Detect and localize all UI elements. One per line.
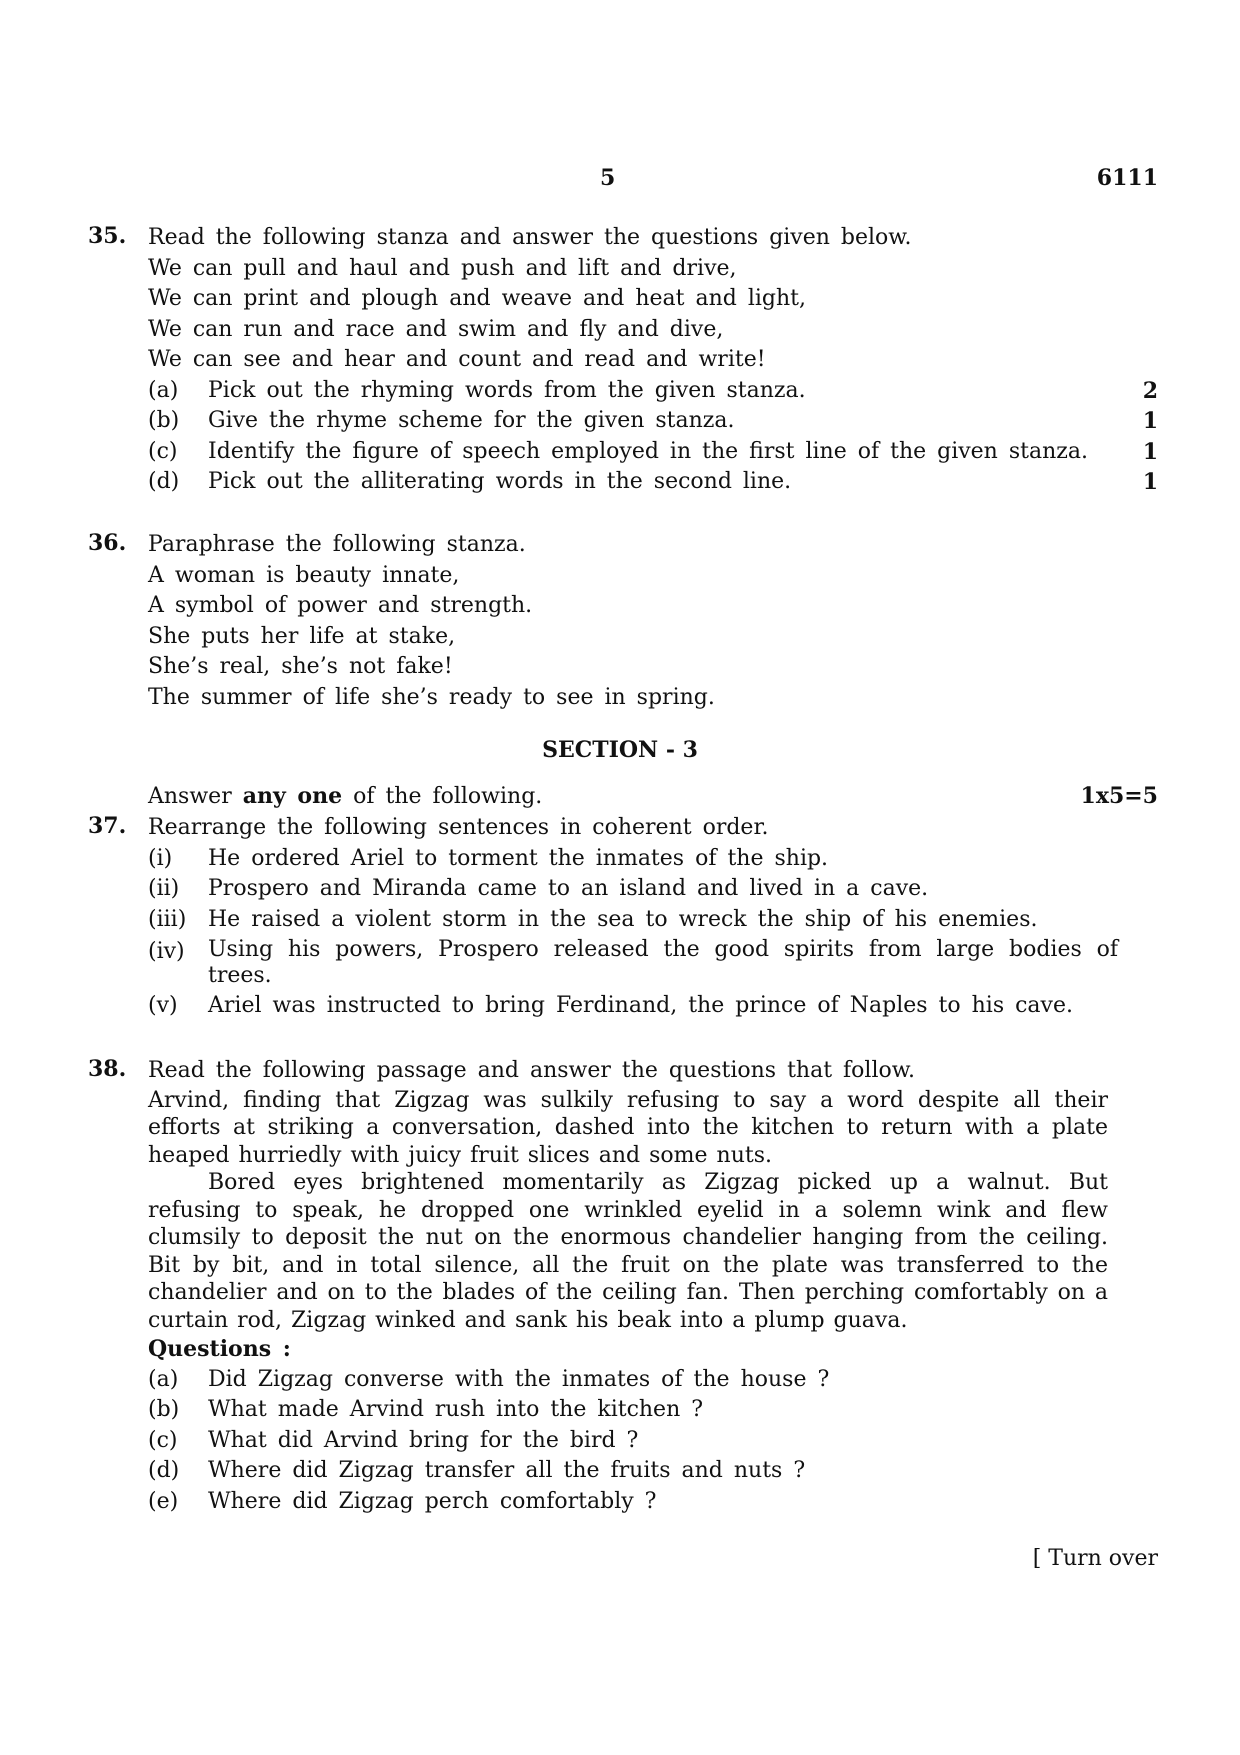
item-label: (v) [148, 993, 178, 1018]
question-36 [88, 530, 1158, 713]
instruction-emphasis: any one [242, 783, 343, 809]
sub-question-label: (d) [148, 1458, 180, 1483]
question-number: 38. [88, 1056, 127, 1082]
item-text: Ariel was instructed to bring Ferdinand, the prince of Naples to his cave. [208, 993, 1073, 1018]
sub-question-text: Where did Zigzag transfer all the fruits and nuts ? [208, 1458, 806, 1483]
list-item [148, 905, 1158, 936]
stanza-line: We can print and plough and weave and heat and light, [148, 286, 806, 311]
instruction-text [148, 783, 542, 809]
sub-question-text: What made Arvind rush into the kitchen ? [208, 1397, 704, 1422]
sub-question [148, 1365, 1158, 1396]
stanza-line: The summer of life she’s ready to see in spring. [148, 684, 715, 710]
stanza-line: We can pull and haul and push and lift and drive, [148, 255, 737, 281]
sub-question [148, 406, 1158, 437]
instruction-suffix: of the following. [342, 784, 543, 809]
sub-question-label: (a) [148, 1366, 179, 1392]
sub-question-text: Where did Zigzag perch comfortably ? [208, 1488, 657, 1514]
question-prompt: Rearrange the following sentences in coherent order. [148, 815, 769, 840]
section-marks: 1x5=5 [1080, 783, 1158, 809]
sub-question-text: Did Zigzag converse with the inmates of the house ? [208, 1366, 830, 1392]
sub-question-label: (b) [148, 408, 180, 433]
question-prompt: Paraphrase the following stanza. [148, 532, 526, 557]
stanza-line: We can run and race and swim and fly and dive, [148, 316, 724, 342]
instruction-prefix: Answer [148, 784, 243, 809]
list-item [148, 844, 1158, 875]
stanza-line: She puts her life at stake, [148, 623, 456, 649]
sub-question-label: (d) [148, 469, 180, 494]
sub-question-label: (b) [148, 1397, 180, 1422]
marks: 2 [1142, 377, 1158, 404]
page-number: 5 [600, 165, 616, 191]
sub-question [148, 1395, 1158, 1426]
sub-question-label: (c) [148, 438, 178, 464]
marks: 1 [1142, 469, 1158, 495]
section-instruction [148, 783, 1158, 809]
marks: 1 [1142, 438, 1158, 465]
stanza-line: We can see and hear and count and read and write! [148, 347, 766, 372]
item-text: Using his powers, Prospero released the good spirits from large bodies of trees. [208, 937, 1118, 988]
question-prompt: Read the following passage and answer the questions that follow. [148, 1058, 915, 1083]
question-number: 37. [88, 813, 127, 839]
sub-question-text: Pick out the alliterating words in the second line. [208, 469, 792, 494]
sub-question-label: (a) [148, 377, 179, 403]
turn-over-note: [ Turn over [1032, 1546, 1158, 1571]
list-item [148, 991, 1158, 1022]
sub-question [148, 1426, 1158, 1457]
item-label: (ii) [148, 876, 180, 901]
sub-question [148, 467, 1158, 498]
sub-question [148, 376, 1158, 407]
list-item [148, 935, 1158, 989]
sub-question [148, 437, 1158, 468]
item-text: He ordered Ariel to torment the inmates of the ship. [208, 845, 829, 871]
question-number: 35. [88, 223, 127, 249]
sub-question-text: Pick out the rhyming words from the given stanza. [208, 377, 806, 403]
sub-question-label: (e) [148, 1488, 179, 1514]
item-label: (i) [148, 845, 173, 871]
sub-question-text: Give the rhyme scheme for the given stanza. [208, 408, 735, 433]
question-35 [88, 223, 1158, 498]
question-number: 36. [88, 530, 127, 556]
question-37 [88, 813, 1158, 1022]
stanza-line: A woman is beauty innate, [148, 562, 460, 588]
sub-question-label: (c) [148, 1427, 178, 1453]
paper-code: 6111 [1096, 165, 1158, 191]
sub-question-text: Identify the figure of speech employed in the first line of the given stanza. [208, 438, 1088, 464]
marks: 1 [1142, 408, 1158, 434]
sub-question [148, 1487, 1158, 1518]
item-text: Prospero and Miranda came to an island and lived in a cave. [208, 876, 929, 901]
question-38 [88, 1056, 1158, 1517]
question-prompt: Read the following stanza and answer the questions given below. [148, 225, 912, 250]
list-item [148, 874, 1158, 905]
sub-question [148, 1456, 1158, 1487]
stanza-line: She’s real, she’s not fake! [148, 654, 453, 679]
item-label: (iv) [148, 939, 185, 964]
item-label: (iii) [148, 906, 187, 932]
passage-paragraph: Arvind, finding that Zigzag was sulkily refusing to say a word despite all their efforts at striking a conversation, dashed into the kitchen to return with a plate heaped hurriedly with juicy fruit slices and some nuts. [148, 1087, 1108, 1168]
passage-paragraph: Bored eyes brightened momentarily as Zigzag picked up a walnut. But refusing to speak, he dropped one wrinkled eyelid in a solemn wink and flew clumsily to deposit the nut on the enormous chandelier hanging from the ceiling. Bit by bit, and in total silence, all the fruit on the plate was transferred to the chandelier and on to the blades of the ceiling fan. Then perching comfortably on a curtain rod, Zigzag winked and sank his beak into a plump guava. [148, 1170, 1108, 1333]
questions-heading: Questions : [148, 1336, 291, 1362]
stanza-line: A symbol of power and strength. [148, 593, 533, 618]
item-text: He raised a violent storm in the sea to wreck the ship of his enemies. [208, 906, 1038, 932]
sub-question-text: What did Arvind bring for the bird ? [208, 1427, 639, 1453]
section-title: SECTION - 3 [542, 737, 698, 763]
